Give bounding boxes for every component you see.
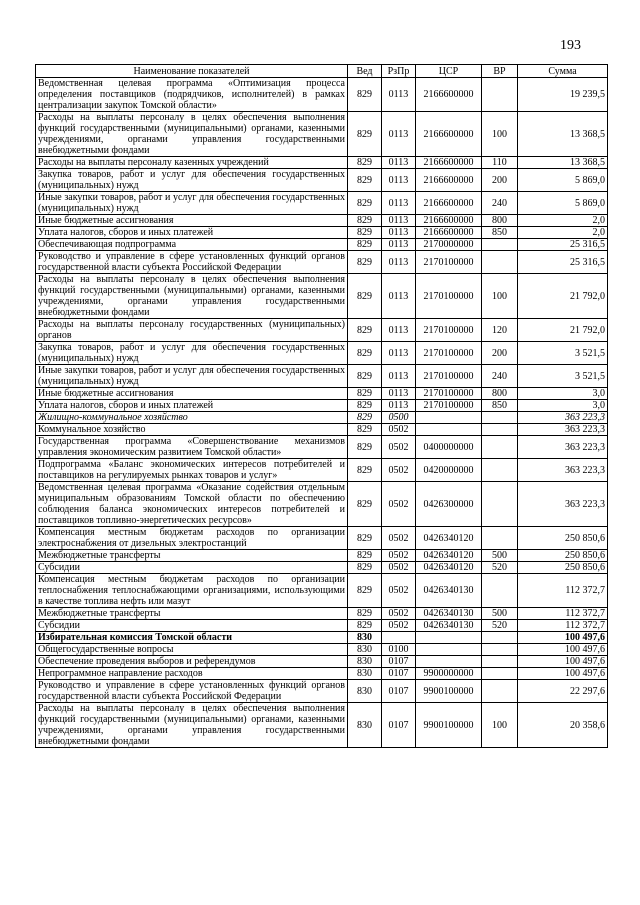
cell-sum: 13 368,5 <box>518 112 608 157</box>
cell-vr: 120 <box>482 319 518 342</box>
cell-name: Иные закупки товаров, работ и услуг для обеспечения государственных (муниципальных) нужд <box>36 365 348 388</box>
cell-rzpr: 0113 <box>382 274 416 319</box>
cell-sum: 2,0 <box>518 227 608 239</box>
cell-vr <box>482 680 518 703</box>
cell-rzpr: 0113 <box>382 227 416 239</box>
cell-rzpr: 0107 <box>382 668 416 680</box>
cell-sum: 363 223,3 <box>518 436 608 459</box>
cell-sum: 25 316,5 <box>518 251 608 274</box>
cell-csr <box>416 412 482 424</box>
cell-sum: 112 372,7 <box>518 620 608 632</box>
cell-csr: 2170000000 <box>416 239 482 251</box>
cell-rzpr: 0107 <box>382 656 416 668</box>
table-row <box>36 680 608 703</box>
table-row <box>36 227 608 239</box>
cell-csr: 0426300000 <box>416 482 482 527</box>
cell-vr: 110 <box>482 157 518 169</box>
cell-csr: 2166600000 <box>416 157 482 169</box>
cell-sum: 19 239,5 <box>518 78 608 112</box>
cell-vr <box>482 527 518 550</box>
cell-csr: 0400000000 <box>416 436 482 459</box>
cell-rzpr: 0113 <box>382 78 416 112</box>
table-row <box>36 656 608 668</box>
cell-sum: 22 297,6 <box>518 680 608 703</box>
cell-vr: 200 <box>482 169 518 192</box>
table-row <box>36 319 608 342</box>
header-sum: Сумма <box>518 65 608 78</box>
cell-vr <box>482 668 518 680</box>
cell-ved: 829 <box>348 112 382 157</box>
cell-sum: 20 358,6 <box>518 703 608 748</box>
table-row <box>36 608 608 620</box>
cell-name: Межбюджетные трансферты <box>36 608 348 620</box>
table-row <box>36 342 608 365</box>
cell-vr <box>482 78 518 112</box>
cell-ved: 829 <box>348 459 382 482</box>
cell-ved: 829 <box>348 239 382 251</box>
cell-ved: 829 <box>348 169 382 192</box>
table-body <box>36 78 608 748</box>
cell-csr: 0420000000 <box>416 459 482 482</box>
cell-vr: 850 <box>482 400 518 412</box>
cell-rzpr: 0113 <box>382 319 416 342</box>
cell-name: Компенсация местным бюджетам расходов по организации теплоснабжения теплоснабжающими организациями, использующими в качестве топлива нефть или мазут <box>36 574 348 608</box>
cell-sum: 363 223,3 <box>518 412 608 424</box>
table-row <box>36 169 608 192</box>
cell-ved: 829 <box>348 342 382 365</box>
cell-csr: 0426340120 <box>416 562 482 574</box>
cell-rzpr: 0100 <box>382 644 416 656</box>
table-row <box>36 412 608 424</box>
cell-ved: 829 <box>348 365 382 388</box>
cell-csr: 9900000000 <box>416 668 482 680</box>
cell-sum: 112 372,7 <box>518 608 608 620</box>
cell-rzpr: 0502 <box>382 574 416 608</box>
cell-rzpr: 0113 <box>382 215 416 227</box>
cell-name: Коммунальное хозяйство <box>36 424 348 436</box>
cell-rzpr: 0502 <box>382 459 416 482</box>
cell-name: Иные бюджетные ассигнования <box>36 388 348 400</box>
cell-ved: 829 <box>348 482 382 527</box>
cell-csr <box>416 656 482 668</box>
cell-name: Уплата налогов, сборов и иных платежей <box>36 400 348 412</box>
cell-csr: 2166600000 <box>416 112 482 157</box>
table-row <box>36 400 608 412</box>
cell-rzpr: 0502 <box>382 620 416 632</box>
cell-sum: 100 497,6 <box>518 668 608 680</box>
table-row <box>36 388 608 400</box>
cell-vr: 520 <box>482 620 518 632</box>
cell-rzpr: 0502 <box>382 436 416 459</box>
cell-ved: 830 <box>348 668 382 680</box>
header-csr: ЦСР <box>416 65 482 78</box>
cell-name: Расходы на выплаты персоналу государственных (муниципальных) органов <box>36 319 348 342</box>
cell-name: Уплата налогов, сборов и иных платежей <box>36 227 348 239</box>
cell-ved: 829 <box>348 215 382 227</box>
cell-ved: 829 <box>348 319 382 342</box>
cell-sum: 100 497,6 <box>518 656 608 668</box>
cell-name: Жилищно-коммунальное хозяйство <box>36 412 348 424</box>
cell-vr: 100 <box>482 112 518 157</box>
table-row <box>36 632 608 644</box>
cell-csr: 0426340120 <box>416 527 482 550</box>
cell-sum: 363 223,3 <box>518 482 608 527</box>
cell-csr: 2166600000 <box>416 78 482 112</box>
cell-csr <box>416 424 482 436</box>
cell-csr: 2170100000 <box>416 400 482 412</box>
cell-sum: 250 850,6 <box>518 562 608 574</box>
cell-sum: 5 869,0 <box>518 169 608 192</box>
table-row <box>36 527 608 550</box>
cell-name: Закупка товаров, работ и услуг для обеспечения государственных (муниципальных) нужд <box>36 169 348 192</box>
cell-csr: 2170100000 <box>416 388 482 400</box>
header-name: Наименование показателей <box>36 65 348 78</box>
table-row <box>36 644 608 656</box>
cell-rzpr: 0113 <box>382 342 416 365</box>
cell-vr <box>482 632 518 644</box>
cell-ved: 830 <box>348 680 382 703</box>
cell-name: Руководство и управление в сфере установленных функций органов государственной власти субъекта Российской Федерации <box>36 251 348 274</box>
cell-csr: 2170100000 <box>416 274 482 319</box>
cell-sum: 21 792,0 <box>518 274 608 319</box>
cell-sum: 3 521,5 <box>518 365 608 388</box>
cell-ved: 830 <box>348 632 382 644</box>
table-row <box>36 562 608 574</box>
cell-rzpr: 0502 <box>382 550 416 562</box>
cell-ved: 830 <box>348 644 382 656</box>
cell-name: Расходы на выплаты персоналу казенных учреждений <box>36 157 348 169</box>
cell-vr <box>482 251 518 274</box>
cell-vr <box>482 574 518 608</box>
cell-sum: 100 497,6 <box>518 632 608 644</box>
cell-ved: 829 <box>348 388 382 400</box>
cell-name: Иные закупки товаров, работ и услуг для обеспечения государственных (муниципальных) нужд <box>36 192 348 215</box>
cell-vr: 850 <box>482 227 518 239</box>
table-row <box>36 365 608 388</box>
cell-vr: 200 <box>482 342 518 365</box>
cell-csr: 0426340130 <box>416 620 482 632</box>
cell-ved: 829 <box>348 608 382 620</box>
cell-ved: 829 <box>348 424 382 436</box>
cell-ved: 829 <box>348 78 382 112</box>
cell-vr <box>482 656 518 668</box>
cell-sum: 3,0 <box>518 388 608 400</box>
cell-csr <box>416 644 482 656</box>
cell-sum: 250 850,6 <box>518 527 608 550</box>
table-row <box>36 550 608 562</box>
cell-csr: 0426340120 <box>416 550 482 562</box>
table-row <box>36 703 608 748</box>
page-number: 193 <box>560 38 581 53</box>
table-row <box>36 112 608 157</box>
table-row <box>36 436 608 459</box>
cell-sum: 363 223,3 <box>518 459 608 482</box>
table-row <box>36 459 608 482</box>
cell-ved: 829 <box>348 192 382 215</box>
cell-ved: 829 <box>348 527 382 550</box>
cell-rzpr: 0113 <box>382 112 416 157</box>
cell-ved: 830 <box>348 656 382 668</box>
cell-vr: 800 <box>482 388 518 400</box>
cell-vr: 100 <box>482 703 518 748</box>
cell-sum: 112 372,7 <box>518 574 608 608</box>
cell-ved: 829 <box>348 550 382 562</box>
cell-vr: 800 <box>482 215 518 227</box>
cell-name: Обеспечение проведения выборов и референдумов <box>36 656 348 668</box>
cell-name: Ведомственная целевая программа «Оказание содействия отдельным муниципальным образованиям Томской области по обеспечению соблюдения баланса экономических интересов потребителей и поставщиков топливно-энергетических ресурсов» <box>36 482 348 527</box>
cell-vr <box>482 459 518 482</box>
cell-name: Расходы на выплаты персоналу в целях обеспечения выполнения функций государственными (муниципальными) органами, казенными учреждениями, органами управления государственными внебюджетными фондами <box>36 112 348 157</box>
table-header-row <box>36 65 608 78</box>
table-row <box>36 620 608 632</box>
cell-vr <box>482 239 518 251</box>
cell-vr: 240 <box>482 365 518 388</box>
table-row <box>36 157 608 169</box>
cell-vr: 500 <box>482 608 518 620</box>
cell-sum: 21 792,0 <box>518 319 608 342</box>
cell-rzpr: 0113 <box>382 400 416 412</box>
cell-name: Подпрограмма «Баланс экономических интересов потребителей и поставщиков на регулируемых рынках товаров и услуг» <box>36 459 348 482</box>
cell-vr: 100 <box>482 274 518 319</box>
cell-rzpr: 0113 <box>382 157 416 169</box>
cell-csr: 2170100000 <box>416 319 482 342</box>
cell-rzpr: 0113 <box>382 251 416 274</box>
cell-rzpr: 0502 <box>382 608 416 620</box>
cell-csr: 9900100000 <box>416 703 482 748</box>
cell-ved: 829 <box>348 562 382 574</box>
budget-table <box>35 64 608 748</box>
cell-rzpr: 0113 <box>382 169 416 192</box>
cell-name: Межбюджетные трансферты <box>36 550 348 562</box>
cell-rzpr: 0502 <box>382 482 416 527</box>
cell-sum: 5 869,0 <box>518 192 608 215</box>
cell-csr: 0426340130 <box>416 574 482 608</box>
table-row <box>36 215 608 227</box>
cell-name: Закупка товаров, работ и услуг для обеспечения государственных (муниципальных) нужд <box>36 342 348 365</box>
cell-csr: 2166600000 <box>416 227 482 239</box>
cell-sum: 13 368,5 <box>518 157 608 169</box>
cell-rzpr: 0113 <box>382 365 416 388</box>
cell-name: Субсидии <box>36 620 348 632</box>
cell-vr: 520 <box>482 562 518 574</box>
cell-rzpr <box>382 632 416 644</box>
cell-name: Обеспечивающая подпрограмма <box>36 239 348 251</box>
cell-name: Непрограммное направление расходов <box>36 668 348 680</box>
cell-vr <box>482 482 518 527</box>
cell-vr <box>482 412 518 424</box>
cell-ved: 829 <box>348 274 382 319</box>
cell-rzpr: 0113 <box>382 192 416 215</box>
table-row <box>36 668 608 680</box>
cell-ved: 829 <box>348 620 382 632</box>
cell-rzpr: 0107 <box>382 680 416 703</box>
table-row <box>36 574 608 608</box>
header-vr: ВР <box>482 65 518 78</box>
cell-vr: 500 <box>482 550 518 562</box>
cell-csr: 2166600000 <box>416 169 482 192</box>
cell-rzpr: 0107 <box>382 703 416 748</box>
cell-name: Расходы на выплаты персоналу в целях обеспечения выполнения функций государственными (муниципальными) органами, казенными учреждениями, органами управления государственными внебюджетными фондами <box>36 703 348 748</box>
cell-sum: 3 521,5 <box>518 342 608 365</box>
cell-name: Руководство и управление в сфере установленных функций органов государственной власти субъекта Российской Федерации <box>36 680 348 703</box>
cell-name: Ведомственная целевая программа «Оптимизация процесса определения поставщиков (подрядчиков, исполнителей) в рамках централизации закупок Томской области» <box>36 78 348 112</box>
table-row <box>36 192 608 215</box>
table-row <box>36 251 608 274</box>
cell-rzpr: 0500 <box>382 412 416 424</box>
cell-ved: 829 <box>348 227 382 239</box>
cell-sum: 363 223,3 <box>518 424 608 436</box>
cell-csr: 0426340130 <box>416 608 482 620</box>
cell-ved: 829 <box>348 412 382 424</box>
header-ved: Вед <box>348 65 382 78</box>
cell-vr <box>482 644 518 656</box>
cell-rzpr: 0502 <box>382 424 416 436</box>
cell-rzpr: 0113 <box>382 239 416 251</box>
cell-name: Общегосударственные вопросы <box>36 644 348 656</box>
table-row <box>36 239 608 251</box>
cell-sum: 250 850,6 <box>518 550 608 562</box>
cell-ved: 829 <box>348 157 382 169</box>
cell-rzpr: 0502 <box>382 562 416 574</box>
header-rzpr: РзПр <box>382 65 416 78</box>
cell-sum: 100 497,6 <box>518 644 608 656</box>
table-row <box>36 424 608 436</box>
cell-name: Компенсация местным бюджетам расходов по организации электроснабжения от дизельных электростанций <box>36 527 348 550</box>
cell-csr: 2170100000 <box>416 251 482 274</box>
table-row <box>36 78 608 112</box>
cell-name: Субсидии <box>36 562 348 574</box>
table-row <box>36 482 608 527</box>
table-row <box>36 274 608 319</box>
cell-ved: 829 <box>348 400 382 412</box>
cell-ved: 829 <box>348 436 382 459</box>
cell-name: Расходы на выплаты персоналу в целях обеспечения выполнения функций государственными (муниципальными) органами, казенными учреждениями, органами управления государственными внебюджетными фондами <box>36 274 348 319</box>
cell-sum: 25 316,5 <box>518 239 608 251</box>
cell-ved: 829 <box>348 251 382 274</box>
cell-csr <box>416 632 482 644</box>
cell-csr: 2166600000 <box>416 192 482 215</box>
cell-vr <box>482 436 518 459</box>
cell-vr <box>482 424 518 436</box>
cell-name: Иные бюджетные ассигнования <box>36 215 348 227</box>
cell-sum: 3,0 <box>518 400 608 412</box>
cell-name: Государственная программа «Совершенствование механизмов управления экономическим развитием Томской области» <box>36 436 348 459</box>
cell-csr: 2170100000 <box>416 365 482 388</box>
cell-ved: 830 <box>348 703 382 748</box>
cell-sum: 2,0 <box>518 215 608 227</box>
cell-ved: 829 <box>348 574 382 608</box>
cell-csr: 2170100000 <box>416 342 482 365</box>
cell-name: Избирательная комиссия Томской области <box>36 632 348 644</box>
cell-csr: 2166600000 <box>416 215 482 227</box>
cell-rzpr: 0502 <box>382 527 416 550</box>
cell-vr: 240 <box>482 192 518 215</box>
cell-rzpr: 0113 <box>382 388 416 400</box>
cell-csr: 9900100000 <box>416 680 482 703</box>
